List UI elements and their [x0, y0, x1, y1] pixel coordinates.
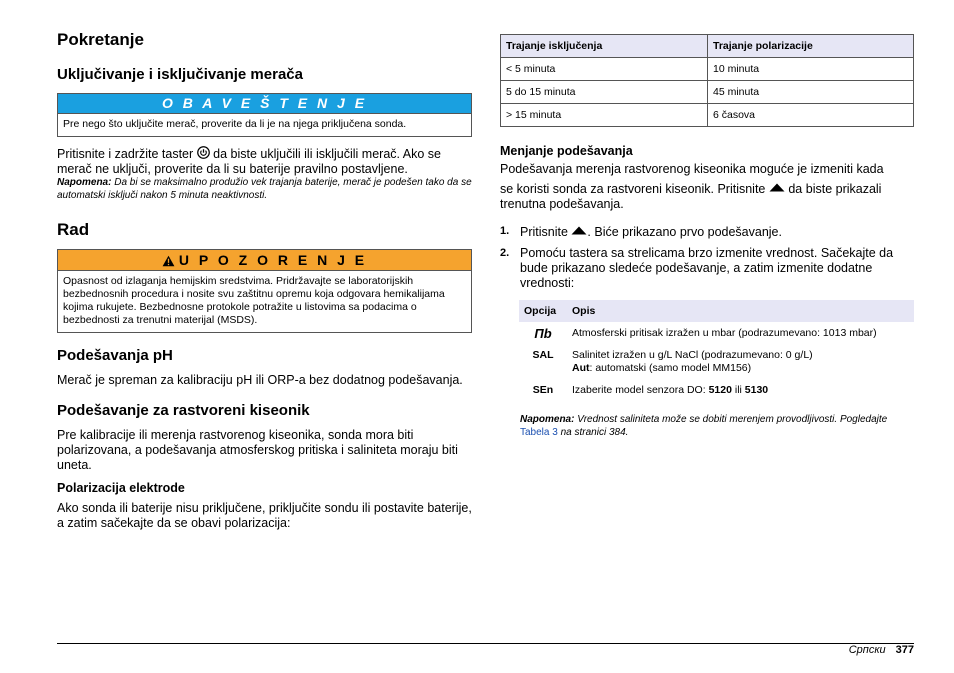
onoff-text-b: da biste uključili ili isključili merač. Ako se merač ne uključi, proverite da li su baterije pravilno postavljene.: [57, 147, 441, 176]
table-row: [501, 81, 914, 104]
footer-language: Српски: [848, 644, 886, 656]
steps-list: [500, 224, 914, 291]
page-footer: [849, 643, 914, 657]
option-value: 5130: [744, 384, 769, 396]
change-settings-heading: Menjanje podešavanja: [500, 144, 633, 158]
right-column: [500, 34, 914, 439]
option-desc: Atmosferski pritisak izražen u mbar (podrazumevano: 1013 mbar): [572, 327, 877, 339]
table-row: [519, 379, 914, 401]
note-text: Vrednost saliniteta može se dobiti merenjem provodljivosti. Pogledajte: [577, 414, 888, 425]
onoff-note: [57, 177, 472, 202]
table-row: [519, 322, 914, 344]
ph-text: Merač je spreman za kalibraciju pH ili ORP-a bez dodatnog podešavanja.: [57, 373, 463, 387]
step-text: Pomoću tastera sa strelicama brzo izmenite vrednost. Sačekajte da bude prikazano sledeće podešavanje, a zatim izmenite dodatne vrednosti:: [520, 246, 894, 290]
warning-triangle-icon: [162, 252, 175, 272]
note-label: Napomena:: [520, 414, 575, 425]
table-header-row: [519, 300, 914, 322]
note-label: Napomena:: [57, 177, 112, 188]
up-arrow-icon: [769, 181, 785, 196]
table-header-row: [501, 35, 914, 58]
option-desc-text: ili: [734, 384, 742, 396]
section-title-pokretanje: Pokretanje: [57, 30, 144, 49]
table-header: Opcija: [519, 300, 567, 322]
ph-heading: Podešavanja pH: [57, 347, 173, 364]
list-item: [500, 246, 914, 291]
notice-label: O B A V E Š T E N J E: [58, 94, 471, 114]
option-desc: [567, 379, 914, 401]
onoff-text-a: Pritisnite i zadržite taster: [57, 147, 194, 161]
polarization-text: Ako sonda ili baterije nisu priključene, priključite sondu ili postavite baterije, a zatim sačekajte da se obavi polarizacija:: [57, 501, 472, 530]
option-desc-line: Salinitet izražen u g/L NaCl (podrazumevano: 0 g/L): [572, 349, 813, 361]
table-row: [501, 104, 914, 127]
step-text: . Biće prikazano prvo podešavanje.: [587, 225, 782, 239]
salinity-note: [520, 414, 914, 439]
left-column: [57, 30, 472, 531]
warning-box: [57, 249, 472, 333]
onoff-paragraph: [57, 146, 472, 177]
option-key: SAL: [532, 349, 554, 361]
option-desc-text: : automatski (samo model MM156): [589, 362, 752, 374]
note-text: Da bi se maksimalno produžio vek trajanja baterije, merač je podešen tako da se automatski isključi nakon 5 minuta neaktivnosti.: [57, 177, 472, 201]
table-row: [501, 58, 914, 81]
step-text: Pritisnite: [520, 225, 568, 239]
step-number: 2.: [500, 247, 510, 259]
table-cell: > 15 minuta: [501, 104, 708, 127]
do-text: Pre kalibracije ili merenja rastvorenog kiseonika, sonda mora biti polarizovana, a podešavanja atmosferskog pritiska i saliniteta moraju biti uneta.: [57, 428, 458, 472]
change-text-2: [500, 181, 914, 212]
polarization-table: [500, 34, 914, 127]
table-header: Trajanje polarizacije: [708, 35, 914, 58]
table-header: Trajanje isključenja: [501, 35, 708, 58]
table-cell: 6 časova: [708, 104, 914, 127]
note-text: na stranici 384.: [560, 426, 629, 438]
notice-box: [57, 93, 472, 137]
option-desc-line: [572, 362, 909, 375]
option-desc: [567, 344, 914, 379]
section-title-rad: Rad: [57, 220, 90, 239]
table-cell: 10 minuta: [708, 58, 914, 81]
option-key: Пb: [534, 326, 552, 341]
notice-text: Pre nego što uključite merač, proverite da li je na njega priključena sonda.: [63, 118, 407, 130]
warning-label: U P O Z O R E N J E: [178, 252, 368, 268]
change-text-2a: se koristi sonda za rastvoreni kiseonik. Pritisnite: [500, 182, 766, 196]
step-number: 1.: [500, 225, 510, 237]
change-text-2b: da biste prikazali trenutna podešavanja.: [500, 182, 882, 211]
change-text-1: Podešavanja merenja rastvorenog kiseonika moguće je izmeniti kada: [500, 162, 884, 176]
polarization-heading: Polarizacija elektrode: [57, 481, 185, 495]
table-3-link[interactable]: Tabela 3: [520, 426, 558, 438]
table-cell: 45 minuta: [708, 81, 914, 104]
onoff-heading: Uključivanje i isključivanje merača: [57, 66, 303, 83]
page-number: 377: [895, 644, 914, 656]
option-value: 5120: [708, 384, 732, 396]
table-cell: < 5 minuta: [501, 58, 708, 81]
options-table: [519, 300, 914, 401]
footer-divider: [57, 643, 914, 644]
up-arrow-icon: [571, 224, 587, 239]
power-icon: [197, 147, 210, 161]
table-header: Opis: [567, 300, 914, 322]
table-row: [519, 344, 914, 379]
option-desc-text: Izaberite model senzora DO:: [572, 384, 706, 396]
table-cell: 5 do 15 minuta: [501, 81, 708, 104]
option-value: Aut: [572, 362, 590, 374]
option-key: SEn: [532, 384, 554, 396]
warning-text: Opasnost od izlaganja hemijskim sredstvima. Pridržavajte se laboratorijskih bezbednosnih procedura i nosite svu zaštitnu opremu koja odgovara hemikalijama kojima rukujete. Bezbednosne protokole potražite u listovima sa podacima o bezbednosti za trenutni materijal (MSDS).: [63, 275, 445, 326]
do-heading: Podešavanje za rastvoreni kiseonik: [57, 402, 310, 419]
warning-header: [58, 250, 471, 271]
list-item: [500, 224, 914, 240]
